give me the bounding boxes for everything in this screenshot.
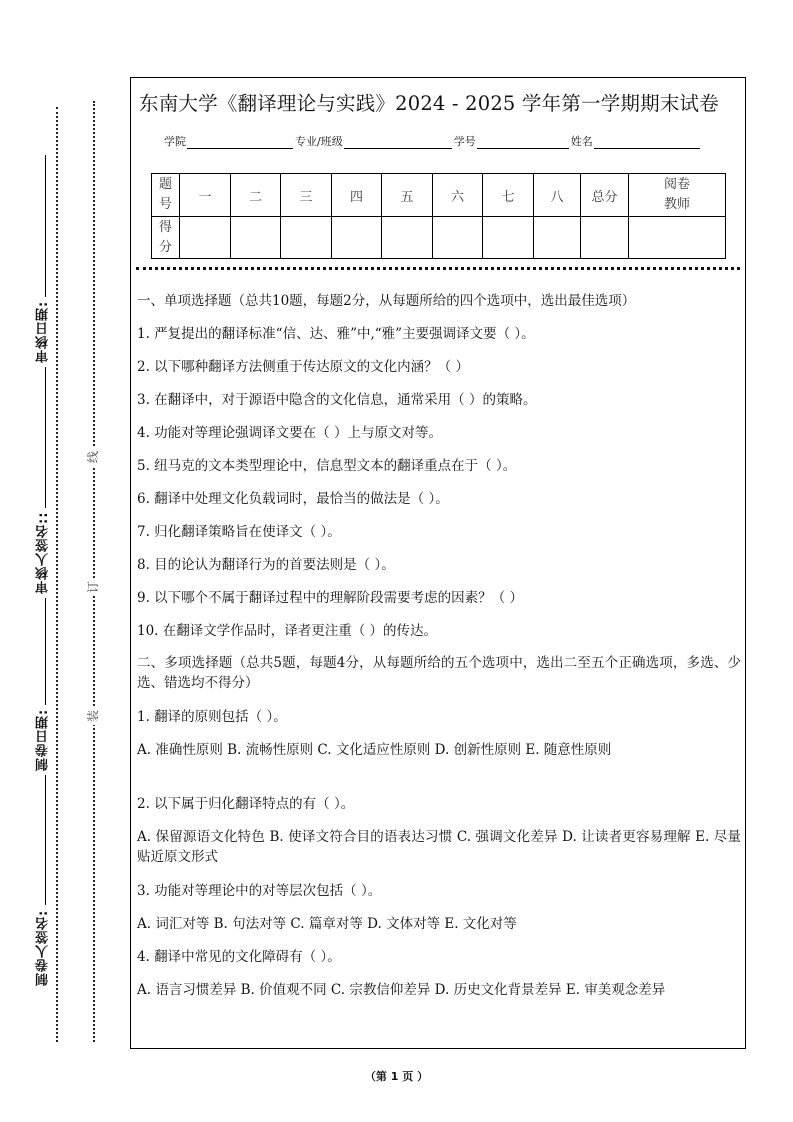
college-label: 学院 (164, 135, 186, 148)
question: 1. 翻译的原则包括（ ）。 (137, 709, 287, 725)
col-7: 七 (483, 174, 534, 217)
score-cell[interactable] (382, 217, 433, 259)
question: 6. 翻译中处理文化负载词时，最恰当的做法是（ ）。 (137, 491, 449, 507)
section2-heading: 二、多项选择题（总共5题，每题4分，从每题所给的五个选项中，选出二至五个正确选项，多选、少选、错选均不得分） (137, 655, 741, 691)
question: 3. 功能对等理论中的对等层次包括（ ）。 (137, 883, 382, 899)
reviewer-signature-label: 审核人签名:: (26, 508, 62, 598)
question-options: A. 语言习惯差异 B. 价值观不同 C. 宗教信仰差异 D. 历史文化背景差异 E. 审美观念差异 (137, 982, 666, 998)
col-4: 四 (332, 174, 382, 217)
bind-char-zhuang: 装 (84, 707, 102, 725)
score-table (151, 173, 726, 259)
bind-char-ding: 订 (84, 578, 102, 596)
exam-frame (130, 77, 746, 1049)
col-8: 八 (534, 174, 581, 217)
college-field[interactable] (187, 136, 293, 149)
author-signature-label: 制卷人签名: (26, 905, 62, 990)
student-id-label: 学号 (453, 135, 476, 148)
exam-title: 东南大学《翻译理论与实践》2024 - 2025 学年第一学期期末试卷 (139, 92, 719, 115)
col-grader: 阅卷教师 (629, 174, 726, 217)
paper-date-label: 制卷日期: (26, 705, 62, 775)
score-cell[interactable] (180, 217, 231, 259)
bind-char-xian: 线 (84, 448, 102, 466)
question-number-header: 题号 (152, 174, 180, 217)
question: 3. 在翻译中，对于源语中隐含的文化信息，通常采用（ ）的策略。 (137, 392, 537, 408)
score-cell[interactable] (231, 217, 281, 259)
score-row (152, 217, 726, 259)
question: 4. 翻译中常见的文化障碍有（ ）。 (137, 949, 341, 965)
col-5: 五 (382, 174, 433, 217)
major-class-field[interactable] (344, 136, 452, 149)
name-label: 姓名 (570, 135, 593, 148)
score-cell[interactable] (332, 217, 382, 259)
student-info-row (164, 133, 702, 149)
student-id-field[interactable] (477, 136, 569, 149)
question-number-row (152, 174, 726, 217)
col-3: 三 (281, 174, 332, 217)
score-header: 得分 (152, 217, 180, 259)
score-cell[interactable] (534, 217, 581, 259)
question: 8. 目的论认为翻译行为的首要法则是（ ）。 (137, 557, 395, 573)
question: 2. 以下哪种翻译方法侧重于传达原文的文化内涵？（ ） (137, 359, 469, 375)
signature-line (45, 367, 46, 508)
outer-dotted-line (93, 101, 95, 1042)
question: 5. 纽马克的文本类型理论中，信息型文本的翻译重点在于（ ）。 (137, 458, 517, 474)
review-date-label: 审核日期: (26, 297, 62, 367)
major-class-label: 专业/班级 (295, 135, 343, 148)
question: 10. 在翻译文学作品时，译者更注重（ ）的传达。 (137, 623, 438, 639)
inner-dotted-line (56, 107, 58, 1042)
signature-line (45, 155, 46, 297)
question: 2. 以下属于归化翻译特点的有（ ）。 (137, 796, 355, 812)
score-cell-total[interactable] (581, 217, 629, 259)
col-total: 总分 (581, 174, 629, 217)
question-options: A. 保留源语文化特色 B. 使译文符合目的语表达习惯 C. 强调文化差异 D. 让读者更容易理解 E. 尽量贴近原文形式 (137, 829, 741, 865)
signature-line (45, 598, 46, 705)
name-field[interactable] (594, 136, 700, 149)
signature-line (45, 775, 46, 905)
score-cell[interactable] (483, 217, 534, 259)
col-2: 二 (231, 174, 281, 217)
question-options: A. 词汇对等 B. 句法对等 C. 篇章对等 D. 文体对等 E. 文化对等 (137, 916, 517, 932)
question: 7. 归化翻译策略旨在使译文（ ）。 (137, 524, 341, 540)
score-cell[interactable] (433, 217, 483, 259)
question: 9. 以下哪个不属于翻译过程中的理解阶段需要考虑的因素？（ ） (137, 590, 523, 606)
score-cell-grader[interactable] (629, 217, 726, 259)
col-6: 六 (433, 174, 483, 217)
question: 4. 功能对等理论强调译文要在（ ）上与原文对等。 (137, 425, 442, 441)
page-number: （第 1 页 ） (364, 1070, 429, 1083)
question: 1. 严复提出的翻译标准“信、达、雅”中,“雅”主要强调译文要（ ）。 (137, 326, 535, 342)
question-options: A. 准确性原则 B. 流畅性原则 C. 文化适应性原则 D. 创新性原则 E. 随意性原则 (137, 742, 612, 758)
score-cell[interactable] (281, 217, 332, 259)
col-1: 一 (180, 174, 231, 217)
section1-heading: 一、单项选择题（总共10题，每题2分，从每题所给的四个选项中，选出最佳选项） (137, 293, 636, 309)
dotted-separator (136, 267, 740, 270)
